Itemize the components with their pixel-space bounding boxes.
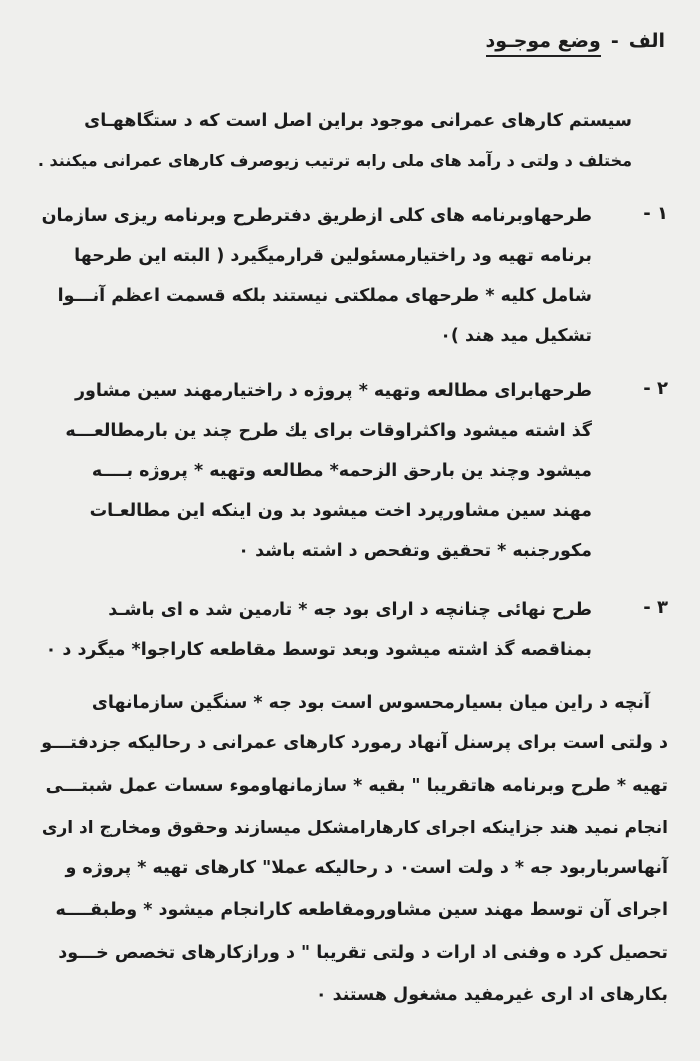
closing-line-6: اجرای آن توسط مهند سین مشاورومقاطعه کارانجام میشود * وطبقــــه <box>55 900 668 920</box>
item2-line-1: طرحهابرای مطالعه وتهیه * پروژه د راختیارمهند سین مشاور <box>74 381 592 401</box>
item2-line-4: مهند سین مشاورپرد اخت میشود بد ون اینکه این مطالعـات <box>89 501 592 521</box>
closing-line-5: آنهاسرباربود جه * د ولت است٠ د رحالیکه عملا" کارهای تهیه * پروژه و <box>65 858 668 878</box>
intro-line-1: سیستم کارهای عمرانی موجود براین اصل است که د ستگاههـای <box>84 111 632 131</box>
item3-line-2: بمناقصه گذ اشته میشود وبعد توسط مقاطعه کاراجوا* میگرد د ٠ <box>45 640 592 660</box>
item2-line-5: مکورجنبه * تحقیق وتفحص د اشته باشد ٠ <box>238 541 592 561</box>
heading-separator: - <box>610 30 619 52</box>
closing-line-1: آنچه د راین میان بسیارمحسوس است بود جه * سنگین سازمانهای <box>91 693 650 713</box>
item1-line-3: شامل کلیه * طرحهای مملکتی نیستند بلکه قسمت اعظم آنـــوا <box>57 286 592 306</box>
item1-line-1: طرحهاوبرنامه های کلی ازطریق دفترطرح وبرنامه ریزی سازمان <box>41 206 592 226</box>
closing-line-3: تهیه * طرح وبرنامه هاتقریبا " بقیه * سازمانهاوموء سسات عمل شبتـــی <box>45 776 668 796</box>
section-title: وضع موجـود <box>486 30 601 57</box>
item-number-3: ۳ - <box>643 597 668 618</box>
closing-line-4: انجام نمید هند جزاینکه اجرای کارهارامشکل میسازند وحقوق ومخارج اد اری <box>41 818 668 838</box>
item2-line-2: گذ اشته میشود واکثراوقات برای یك طرح چند ین بارمطالعـــه <box>65 421 592 441</box>
closing-line-2: د ولتی است برای پرسنل آنهاد رمورد کارهای عمرانی د رحالیکه جزدفتـــو <box>41 733 668 753</box>
section-letter: الف <box>628 30 665 52</box>
section-heading <box>486 30 665 52</box>
closing-line-7: تحصیل کرد ه وفنی اد ارات د ولتی تقریبا " د ورازکارهای تخصص خـــود <box>58 943 668 963</box>
item-number-1: ۱ - <box>643 203 668 224</box>
item3-line-1: طرح نهائی چنانچه د ارای بود جه * تا٫مین شد ه ای باشـد <box>108 600 592 620</box>
intro-line-2: مختلف د ولتی د رآمد های ملی رابه ترتیب زیوصرف کارهای عمرانی میکنند . <box>37 151 632 170</box>
item2-line-3: میشود وچند ین بارحق الزحمه* مطالعه وتهیه * پروژه بــــه <box>91 461 592 481</box>
item1-line-2: برنامه تهیه ود راختیارمسئولین قرارمیگیرد ( البته این طرحها <box>74 246 592 266</box>
item-number-2: ۲ - <box>643 378 668 399</box>
closing-line-8: بکارهای اد اری غیرمفید مشغول هستند ٠ <box>315 985 668 1005</box>
item1-line-4: تشکیل مید هند )٠ <box>440 326 592 346</box>
